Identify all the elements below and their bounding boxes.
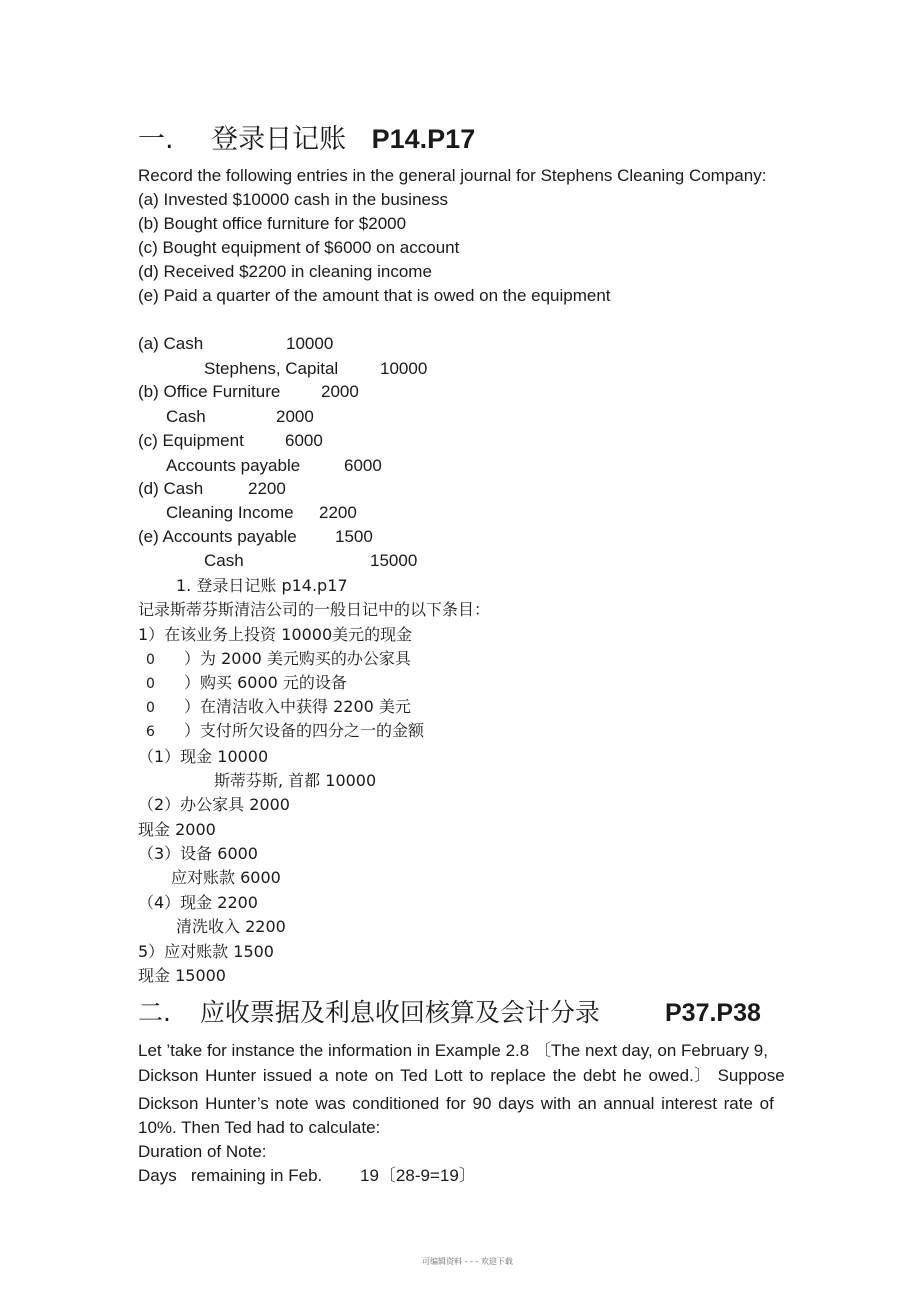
section2-title: 应收票据及利息收回核算及会计分录: [199, 998, 600, 1027]
entry-c-debit: [138, 431, 323, 451]
cn-item-1: 1）在该业务上投资 10000美元的现金: [138, 625, 413, 644]
section2-para-line1: Let ’take for instance the information in Example 2.8 〔The next day, on February 9,: [138, 1041, 768, 1060]
entry-c-credit: [166, 456, 382, 476]
cn-item-4: [146, 697, 411, 718]
entry-b-debit: [138, 382, 359, 402]
entry-amount: 10000: [380, 359, 428, 378]
cn-item-marker: 0: [146, 676, 155, 692]
entry-a-debit: [138, 334, 334, 354]
entry-d-debit: [138, 479, 286, 499]
entry-amount: 10000: [286, 334, 334, 353]
section2-para-line2: Dickson Hunter issued a note on Ted Lott to replace the debt he owed.〕 Suppose: [138, 1066, 785, 1085]
entry-e-debit: [138, 527, 373, 547]
entry-b-credit: [166, 407, 314, 427]
cn-entry-9: 5）应对账款 1500: [138, 942, 274, 961]
cn-item-2: [146, 649, 411, 670]
cn-item-text: ）为 2000 美元购买的办公家具: [184, 649, 411, 668]
section2-para-line4: 10%. Then Ted had to calculate:: [138, 1118, 381, 1137]
section1-heading: [138, 123, 475, 156]
entry-amount: 6000: [285, 431, 323, 450]
cn-item-text: ）在清洁收入中获得 2200 美元: [184, 697, 411, 716]
cn-entry-4: 现金 2000: [138, 820, 216, 839]
item-c: (c) Bought equipment of $6000 on account: [138, 238, 460, 257]
cn-item-marker: 6: [146, 724, 155, 740]
section1-pages: P14.P17: [371, 124, 476, 154]
entry-label: Cash: [166, 407, 206, 426]
cn-entry-5: （3）设备 6000: [138, 844, 258, 863]
section2-number: 二.: [138, 998, 171, 1027]
entry-amount: 2200: [248, 479, 286, 498]
entry-label: (b) Office Furniture: [138, 382, 281, 401]
section2-heading: [138, 998, 798, 1028]
duration-label: Duration of Note:: [138, 1142, 267, 1161]
cn-item-marker: 0: [146, 652, 155, 668]
cn-title: 1. 登录日记账 p14.p17: [176, 576, 348, 595]
entry-amount: 15000: [370, 551, 418, 570]
cn-entry-6: 应对账款 6000: [171, 868, 281, 887]
section2-para-line3: Dickson Hunter’s note was conditioned for 90 days with an annual interest rate of: [138, 1094, 774, 1113]
entry-label: (c) Equipment: [138, 431, 244, 450]
entry-e-credit: [204, 551, 418, 571]
cn-item-3: [146, 673, 347, 694]
cn-item-marker: 0: [146, 700, 155, 716]
entry-label: (d) Cash: [138, 479, 204, 498]
entry-amount: 2000: [321, 382, 359, 401]
entry-label: Cleaning Income: [166, 503, 294, 522]
section2-pages: P37.P38: [665, 999, 761, 1027]
cn-entry-1: （1）现金 10000: [138, 747, 269, 766]
cn-entry-2: 斯蒂芬斯, 首都 10000: [214, 771, 377, 790]
entry-label: Cash: [204, 551, 244, 570]
entry-amount: 2200: [319, 503, 357, 522]
entry-label: (a) Cash: [138, 334, 204, 353]
entry-label: (e) Accounts payable: [138, 527, 297, 546]
section1-intro: Record the following entries in the general journal for Stephens Cleaning Company:: [138, 166, 767, 185]
cn-entry-3: （2）办公家具 2000: [138, 795, 290, 814]
cn-item-text: ）购买 6000 元的设备: [184, 673, 347, 692]
cn-entry-7: （4）现金 2200: [138, 893, 258, 912]
entry-a-credit: [204, 359, 428, 379]
entry-amount: 1500: [335, 527, 373, 546]
item-d: (d) Received $2200 in cleaning income: [138, 262, 432, 281]
entry-amount: 6000: [344, 456, 382, 475]
cn-item-text: ）支付所欠设备的四分之一的金额: [184, 721, 425, 740]
item-e: (e) Paid a quarter of the amount that is owed on the equipment: [138, 286, 611, 305]
item-a: (a) Invested $10000 cash in the business: [138, 190, 448, 209]
entry-label: Stephens, Capital: [204, 359, 339, 378]
cn-intro: 记录斯蒂芬斯清洁公司的一般日记中的以下条目：: [138, 600, 491, 619]
cn-entry-10: 现金 15000: [138, 966, 226, 985]
item-b: (b) Bought office furniture for $2000: [138, 214, 407, 233]
section1-title: 登录日记账: [211, 124, 347, 155]
days-remaining-row: [138, 1166, 476, 1186]
days-label: Days remaining in Feb.: [138, 1166, 323, 1185]
cn-item-5: [146, 721, 425, 742]
section1-number: 一.: [138, 124, 174, 155]
days-value: 19〔28-9=19〕: [360, 1166, 476, 1185]
page-footer: 可编辑资料 - - - 欢迎下载: [422, 1257, 513, 1266]
entry-d-credit: [166, 503, 357, 523]
entry-amount: 2000: [276, 407, 314, 426]
cn-entry-8: 清洗收入 2200: [176, 917, 286, 936]
entry-label: Accounts payable: [166, 456, 301, 475]
